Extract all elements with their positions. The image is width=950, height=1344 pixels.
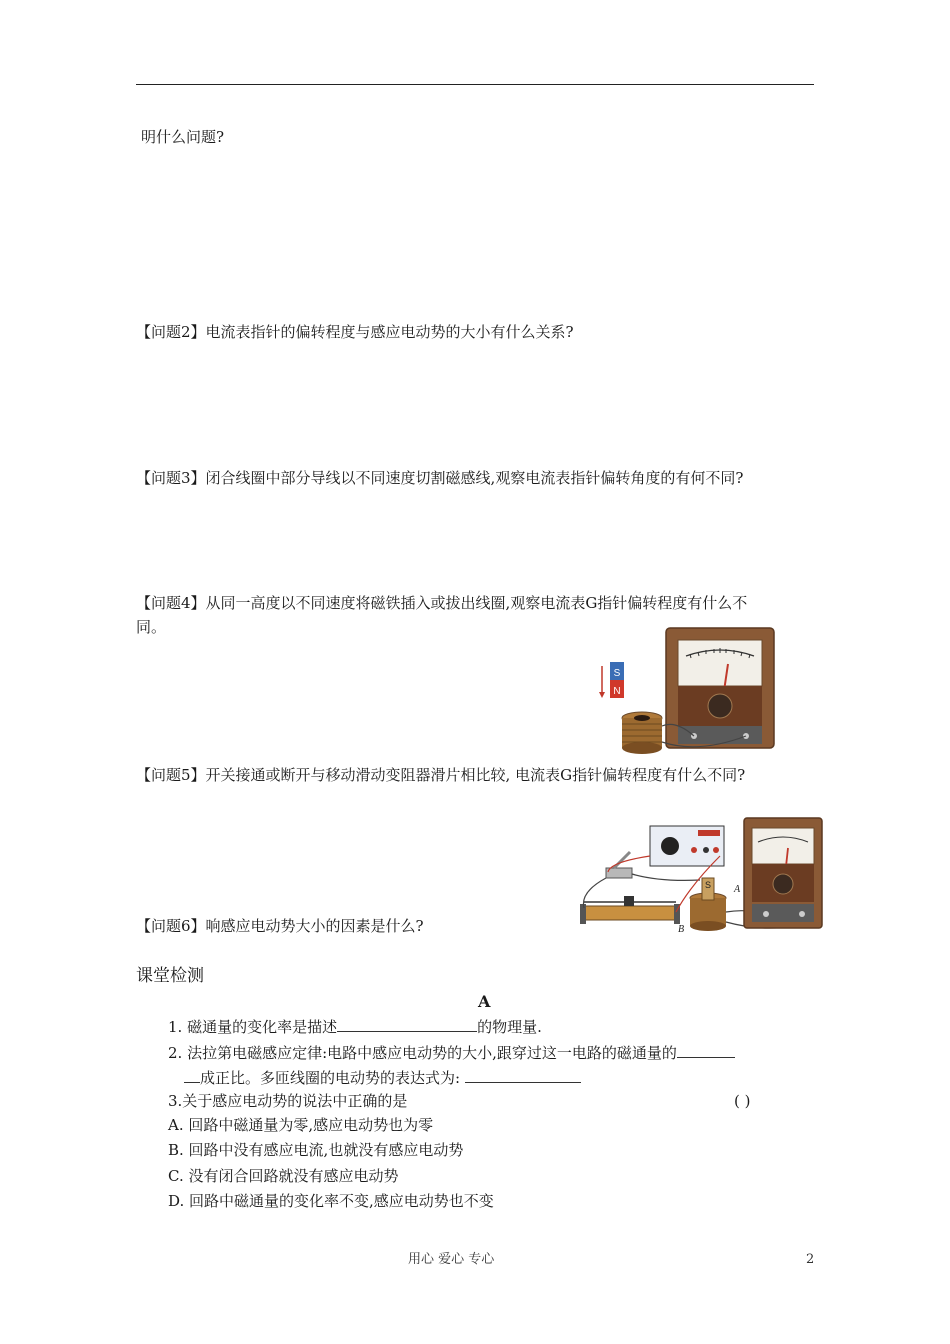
header-rule [136, 84, 814, 85]
question-5: 【问题5】开关接通或断开与移动滑动变阻器滑片相比较, 电流表G指针偏转程度有什么不同? [136, 766, 746, 784]
label-b: B [678, 924, 685, 935]
coil-b [690, 921, 726, 931]
item-2-line-1 [168, 1042, 735, 1063]
item-3-answer-paren: ( ) [734, 1092, 751, 1110]
coil [622, 742, 662, 754]
item-2-blank-2[interactable] [465, 1067, 581, 1083]
rheostat [584, 906, 676, 920]
magnet-s-label: S [613, 668, 621, 679]
galvanometer-dial-2 [752, 828, 814, 864]
level-label: A [478, 992, 491, 1011]
item-2-text-a: 2. 法拉第电磁感应定律:电路中感应电动势的大小,跟穿过这一电路的磁通量的 [168, 1044, 677, 1062]
question-4-line-1: 【问题4】从同一高度以不同速度将磁铁插入或拔出线圈,观察电流表G指针偏转程度有什么不 [136, 594, 748, 612]
item-2-blank-1b[interactable] [184, 1067, 200, 1083]
item-1-text-b: 的物理量. [477, 1018, 542, 1036]
galvanometer-dial [678, 640, 762, 686]
intro-line: 明什么问题? [141, 128, 225, 146]
question-6: 【问题6】响感应电动势大小的因素是什么? [136, 917, 424, 935]
item-2-blank-1a[interactable] [677, 1042, 735, 1058]
option-d: D. 回路中磁通量的变化率不变,感应电动势也不变 [168, 1192, 494, 1210]
option-a: A. 回路中磁通量为零,感应电动势也为零 [168, 1116, 434, 1134]
item-1-text-a: 1. 磁通量的变化率是描述 [168, 1018, 338, 1036]
option-c: C. 没有闭合回路就没有感应电动势 [168, 1167, 399, 1185]
item-1 [168, 1016, 542, 1037]
magnet-coil-galvanometer-figure [598, 622, 780, 756]
rheostat-circuit-figure [570, 812, 828, 938]
item-3: 3.关于感应电动势的说法中正确的是 [168, 1092, 408, 1110]
footer-motto: 用心 爱心 专心 [408, 1252, 495, 1267]
coil-s-label: S [704, 880, 712, 890]
magnet-n-label: N [613, 686, 621, 697]
question-3: 【问题3】闭合线圈中部分导线以不同速度切割磁感线,观察电流表指针偏转角度的有何不同? [136, 469, 744, 487]
option-b: B. 回路中没有感应电流,也就没有感应电动势 [168, 1141, 464, 1159]
page-number: 2 [806, 1252, 815, 1267]
section-title: 课堂检测 [136, 966, 204, 986]
question-4-line-2: 同。 [136, 618, 167, 636]
item-2-text-b: 成正比。多匝线圈的电动势的表达式为: [200, 1069, 461, 1087]
item-2-line-2 [184, 1067, 581, 1088]
question-2: 【问题2】电流表指针的偏转程度与感应电动势的大小有什么关系? [136, 323, 574, 341]
item-1-blank[interactable] [337, 1016, 477, 1032]
label-a: A [734, 884, 741, 895]
